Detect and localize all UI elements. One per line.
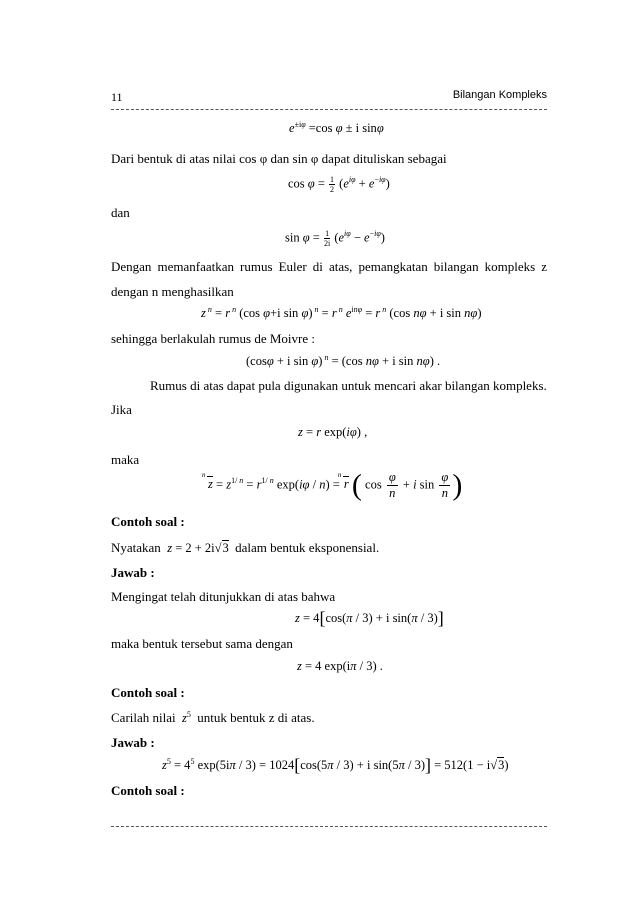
paragraph-line: dengan n menghasilkan xyxy=(111,284,234,299)
text-fragment: untuk bentuk z di atas. xyxy=(197,710,315,725)
text-fragment: dalam bentuk eksponensial. xyxy=(235,540,380,555)
text-fragment: Nyatakan xyxy=(111,540,161,555)
paragraph-line: dan xyxy=(111,205,130,220)
answer-heading: Jawab : xyxy=(111,735,155,750)
equation-polar: z = r exp(iφ) , xyxy=(298,425,368,439)
example-heading: Contoh soal : xyxy=(111,783,185,798)
equation-sin: sin φ = $\frac{1}{2i}$ $(e^{i\varphi} - e^{-i\varphi})$ xyxy=(285,229,385,248)
paragraph-line: Jika xyxy=(111,402,132,417)
answer-heading: Jawab : xyxy=(111,565,155,580)
paragraph-line: maka xyxy=(111,452,140,467)
equation-cos: cos φ = $\frac{1}{2}$ $(e^{i\varphi} + e^{-i\varphi})$ xyxy=(288,175,390,194)
page-number: 11 xyxy=(111,90,123,104)
equation-euler: $e^{\pm i\varphi} =\cos$ φ ± i sinφ xyxy=(289,119,384,135)
paragraph-line: Dari bentuk di atas nilai cos φ dan sin φ dapat dituliskan sebagai xyxy=(111,151,447,166)
paragraph-line: Dengan memanfaatkan rumus Euler di atas, pemangkatan bilangan kompleks z xyxy=(111,259,547,274)
paragraph-line: Rumus di atas dapat pula digunakan untuk mencari akar bilangan kompleks. xyxy=(150,378,547,393)
equation-trig-form: z = 4[cos(π / 3) + i sin(π / 3)] xyxy=(295,608,444,628)
inline-equation: $z^5$ xyxy=(182,709,191,725)
paragraph-line: Mengingat telah ditunjukkan di atas bahwa xyxy=(111,589,336,604)
footer-rule xyxy=(111,826,547,827)
equation-power: z $^n$ = r $^n$ (cos φ+i sin φ) $^n$ = r $^n$ $e^{in\varphi} = r$ $^n$ (cos nφ + i sin nφ) xyxy=(201,304,482,320)
inline-equation: z = 2 + 2i√3 xyxy=(167,541,229,555)
example-heading: Contoh soal : xyxy=(111,514,185,529)
running-title: Bilangan Kompleks xyxy=(452,89,547,101)
equation-root: n $z = z^{1/ n} = r^{1/ n}$ exp(iφ / n) = n r ( cos $\frac{\varphi}{n}$ + i sin $\frac{\varphi}{n}$ ) xyxy=(202,468,463,502)
paragraph-line: maka bentuk tersebut sama dengan xyxy=(111,636,293,651)
equation-de-moivre: (cosφ + i sin φ) $^n$ = (cos nφ + i sin nφ) . xyxy=(246,352,441,368)
paragraph-line xyxy=(111,710,315,726)
equation-exp-form: z = 4 exp(iπ / 3) . xyxy=(297,659,383,673)
paragraph-line: sehingga berlakulah rumus de Moivre : xyxy=(111,331,315,346)
equation-z5: $z^5 = 4^5$ exp(5iπ / 3) = 1024[cos(5π / 3) + i sin(5π / 3)] = 512(1 − i√3) xyxy=(162,755,509,775)
text-fragment: Carilah nilai xyxy=(111,710,176,725)
example-heading: Contoh soal : xyxy=(111,685,185,700)
paragraph-line xyxy=(111,540,379,556)
header-rule xyxy=(111,109,547,110)
